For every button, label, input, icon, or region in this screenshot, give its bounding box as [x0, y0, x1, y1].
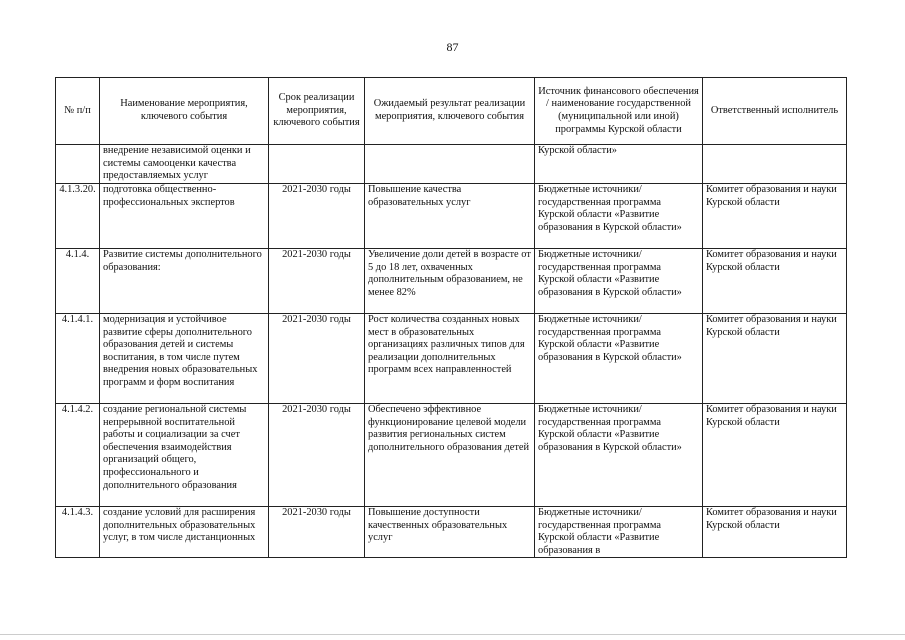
header-num: № п/п: [56, 78, 100, 145]
row-executor: Комитет образования и науки Курской области: [703, 184, 847, 249]
header-event: Наименование мероприятия, ключевого события: [100, 78, 269, 145]
row-period: 2021-2030 годы: [269, 184, 365, 249]
row-period: 2021-2030 годы: [269, 314, 365, 404]
row-result: Обеспечено эффективное функционирование целевой модели развития региональных систем дополнительного образования детей: [365, 404, 535, 507]
row-event: Развитие системы дополнительного образования:: [100, 249, 269, 314]
row-source: Бюджетные источники/государственная программа Курской области «Развитие образования в: [535, 507, 703, 558]
row-event: создание условий для расширения дополнительных образовательных услуг, в том числе дистанционных: [100, 507, 269, 558]
row-period: [269, 145, 365, 184]
row-result: Увеличение доли детей в возрасте от 5 до 18 лет, охваченных дополнительным образованием, не менее 82%: [365, 249, 535, 314]
row-number: 4.1.3.20.: [56, 184, 100, 249]
row-source: Бюджетные источники/государственная программа Курской области «Развитие образования в Курской области»: [535, 314, 703, 404]
row-event: модернизация и устойчивое развитие сферы дополнительного образования детей и системы воспитания, в том числе путем внедрения новых образовательных программ и форм воспитания: [100, 314, 269, 404]
row-source: Курской области»: [535, 145, 703, 184]
row-executor: Комитет образования и науки Курской области: [703, 507, 847, 558]
row-number: 4.1.4.2.: [56, 404, 100, 507]
row-executor: [703, 145, 847, 184]
table-row: [56, 507, 847, 558]
page-bottom-divider: [0, 634, 905, 635]
row-period: 2021-2030 годы: [269, 249, 365, 314]
row-period: 2021-2030 годы: [269, 404, 365, 507]
page-number: 87: [446, 40, 459, 54]
row-number: [56, 145, 100, 184]
row-source: Бюджетные источники/государственная программа Курской области «Развитие образования в Курской области»: [535, 184, 703, 249]
row-executor: Комитет образования и науки Курской области: [703, 249, 847, 314]
events-table: [55, 77, 847, 558]
row-event: внедрение независимой оценки и системы самооценки качества предоставляемых услуг: [100, 145, 269, 184]
row-period: 2021-2030 годы: [269, 507, 365, 558]
row-number: 4.1.4.: [56, 249, 100, 314]
row-event: подготовка общественно-профессиональных экспертов: [100, 184, 269, 249]
row-number: 4.1.4.3.: [56, 507, 100, 558]
row-executor: Комитет образования и науки Курской области: [703, 314, 847, 404]
table-row: [56, 184, 847, 249]
row-result: [365, 145, 535, 184]
header-source: Источник финансового обеспечения / наименование государственной (муниципальной или иной) программы Курской области: [535, 78, 703, 145]
header-executor: Ответственный исполнитель: [703, 78, 847, 145]
table-row: [56, 249, 847, 314]
row-executor: Комитет образования и науки Курской области: [703, 404, 847, 507]
table-row: [56, 314, 847, 404]
row-result: Повышение доступности качественных образовательных услуг: [365, 507, 535, 558]
row-number: 4.1.4.1.: [56, 314, 100, 404]
table-row: [56, 404, 847, 507]
row-event: создание региональной системы непрерывной воспитательной работы и социализации за счет обеспечения взаимодействия организаций общего, профессионального и дополнительного образования: [100, 404, 269, 507]
header-period: Срок реализации мероприятия, ключевого события: [269, 78, 365, 145]
header-result: Ожидаемый результат реализации мероприятия, ключевого события: [365, 78, 535, 145]
row-source: Бюджетные источники/государственная программа Курской области «Развитие образования в Курской области»: [535, 249, 703, 314]
row-result: Повышение качества образовательных услуг: [365, 184, 535, 249]
table-header-row: [56, 78, 847, 145]
table-row: [56, 145, 847, 184]
row-result: Рост количества созданных новых мест в образовательных организациях различных типов для реализации дополнительных программ всех направленностей: [365, 314, 535, 404]
row-source: Бюджетные источники/государственная программа Курской области «Развитие образования в Курской области»: [535, 404, 703, 507]
